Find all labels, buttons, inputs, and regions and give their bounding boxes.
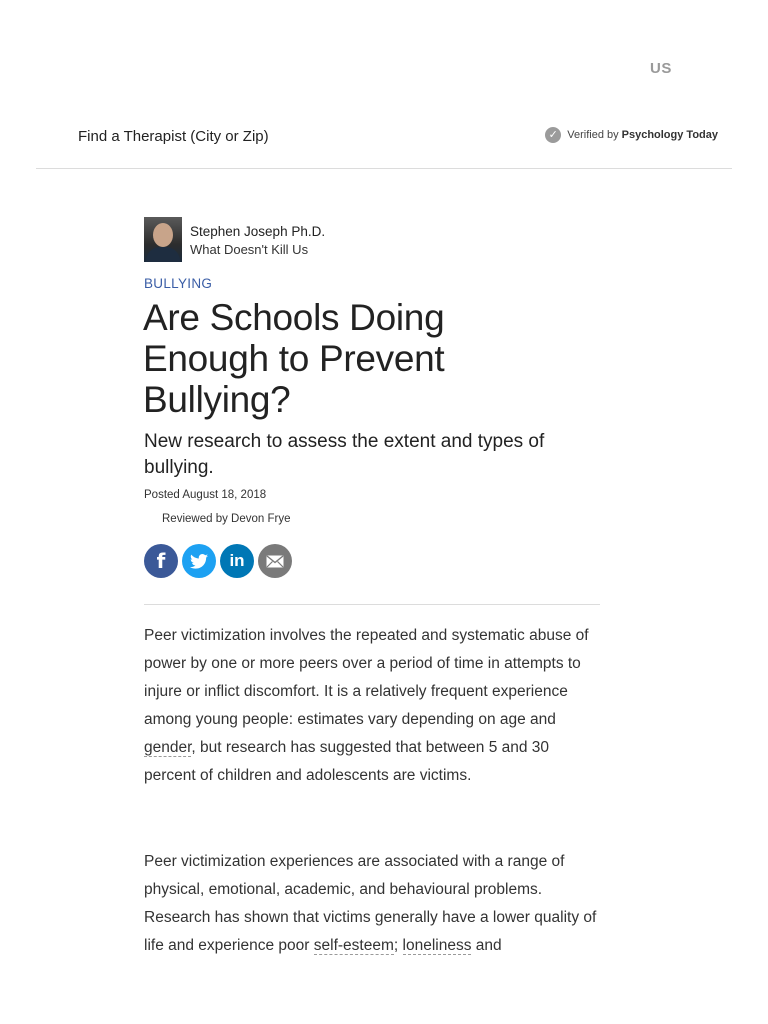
article-paragraph-2 xyxy=(144,848,604,960)
keyword-link-gender[interactable]: gender xyxy=(144,739,192,756)
author-byline xyxy=(144,217,325,262)
paragraph-text: Peer victimization involves the repeated and systematic abuse of power by one or more peers over a period of time in attempts to injure or inflict discomfort. It is a relatively frequent experience among young people: estimates vary depending on age and xyxy=(144,627,589,728)
email-share-button[interactable] xyxy=(258,544,292,578)
author-text xyxy=(190,217,325,257)
linkedin-icon: in xyxy=(229,551,245,570)
paragraph-text: , but research has suggested that between 5 and 30 percent of children and adolescents are victims. xyxy=(144,739,550,784)
paragraph-text: and xyxy=(471,937,502,954)
facebook-icon: f xyxy=(156,549,166,573)
author-name-link[interactable]: Stephen Joseph Ph.D. xyxy=(190,224,326,239)
find-therapist-link[interactable]: Find a Therapist (City or Zip) xyxy=(78,128,269,145)
article-title: Are Schools Doing Enough to Prevent Bullying? xyxy=(143,297,445,420)
paragraph-text: ; xyxy=(393,937,403,954)
article-paragraph-1 xyxy=(144,622,604,790)
article-subtitle: New research to assess the extent and types of bullying. xyxy=(144,431,545,478)
linkedin-share-button[interactable] xyxy=(220,544,254,578)
share-buttons xyxy=(144,544,292,578)
verified-brand: Psychology Today xyxy=(621,129,718,141)
region-selector[interactable]: US xyxy=(650,60,672,77)
blog-name-link[interactable]: What Doesn't Kill Us xyxy=(190,242,309,257)
author-avatar[interactable] xyxy=(144,217,182,262)
twitter-icon xyxy=(190,554,208,569)
section-divider xyxy=(144,604,600,605)
verified-prefix: Verified by xyxy=(567,129,619,141)
twitter-share-button[interactable] xyxy=(182,544,216,578)
posted-date: Posted August 18, 2018 xyxy=(144,489,267,501)
verified-badge xyxy=(545,127,718,143)
keyword-link-loneliness[interactable]: loneliness xyxy=(402,937,472,954)
top-navigation-bar xyxy=(36,116,732,169)
keyword-link-self-esteem[interactable]: self-esteem xyxy=(313,937,394,954)
checkmark-icon: ✓ xyxy=(545,127,561,143)
reviewed-by: Reviewed by Devon Frye xyxy=(162,513,291,525)
envelope-icon xyxy=(266,555,284,568)
paragraph-text: Peer victimization experiences are associated with a range of physical, emotional, academic, and behavioural problems. Research has shown that victims generally have a lower quality of life and experience poor xyxy=(144,853,597,954)
facebook-share-button[interactable] xyxy=(144,544,178,578)
category-link[interactable]: BULLYING xyxy=(144,276,213,291)
